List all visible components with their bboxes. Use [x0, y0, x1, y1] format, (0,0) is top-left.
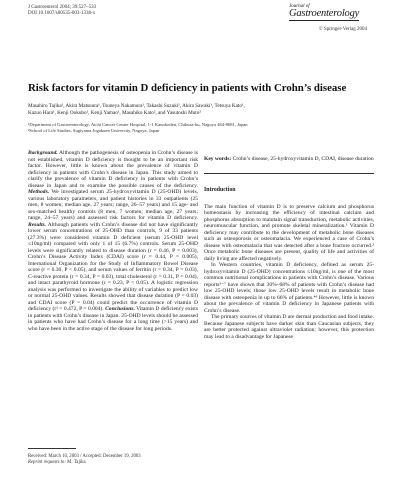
journal-citation [28, 5, 96, 17]
publisher-copyright: © Springer-Verlag 2004 [318, 27, 367, 32]
affiliation-1: ¹Department of Gastroenterology, Aichi Cancer Center Hospital, 1-1 Kanokoden, Chikusa-ku, Nagoya 464-8681, Japan [28, 122, 248, 127]
keywords-text: Crohn’s disease, 25-hydroxyvitamin D, CDAI, disease duration [231, 156, 374, 162]
section-divider [204, 173, 374, 174]
results-text: Although patients with Crohn’s disease did not have significantly lower serum concentrations of 25-OHD than controls, 9 of 33 patients (27.3%) were considered vitamin D deficient (serum 25-OHD level ≤10ng/ml) compared with only 1 of 15 (6.7%) controls. Serum 25-OHD levels were significantly related to disease duration (r = 0.46, P = 0.003), Crohn’s Disease Activity Index (CDAI) score (r = 0.44, P = 0.005), International Organization for the Study of Inflammatory Bowel Disease score (r = 0.30, P < 0.05), and serum values of ferritin (r = 0.34, P = 0.03), C-reactive protein (r = 0.34, P = 0.03), total cholesterol (r = 0.31, P = 0.04), and intact parathyroid hormone (r = 0.23, P < 0.05). A logistic regression analysis was performed to investigate the ability of variables to predict low or normal 25-OHD values. Results showed that disease duration (P = 0.03) and CDAI score (P = 0.04) could predict the occurrence of vitamin D deficiency (r² = 0.472, P = 0.004). [28, 221, 198, 313]
authors-line-1: Masahiro Tajika¹, Akira Matsuura¹, Tsuneya Nakamura¹, Takashi Suzuki¹, Akira Sawaki¹, Tetsuya Kato¹, [28, 103, 245, 109]
keywords [204, 156, 374, 163]
logo-rule [289, 20, 359, 21]
doi-line: DOI 10.1007/s00535-003-1338-x [28, 11, 96, 17]
methods-label: Methods. [28, 189, 50, 196]
background-label: Background. [28, 150, 58, 156]
logo-journal-of: Journal of [289, 4, 310, 9]
authors-line-2: Kazuo Hara¹, Kenji Ookubo¹, Kenji Yamao¹, Masahiko Kato², and Yasutoshi Muto² [28, 109, 201, 116]
abstract-body [28, 150, 198, 332]
received-dates: Received: March 10, 2003 / Accepted: December 19, 2003 [28, 454, 141, 459]
affiliation-2: ²School of Life Studies, Sugiyama Jogakuen University, Nagoya, Japan [28, 127, 160, 133]
reprint-label: Reprint requests to: [28, 460, 66, 465]
introduction-heading: Introduction [204, 187, 236, 194]
intro-paragraph-1: The main function of vitamin D is to preserve calcium and phosphorus homeostasis by increasing the efficiency of intestinal calcium and phosphorus absorption to maintain signal transduction, metabolic activities, neuromuscular function, and promote skeletal mineralization.¹ Vitamin D deficiency may contribute to the development of metabolic bone diseases such as osteoporosis or osteomalacia. We experienced a case of Crohn’s disease with osteomalacia that was detected after a bone fracture occurred.² Once metabolic bone diseases are present, quality of life and activities of daily living are affected negatively. [204, 203, 374, 262]
affiliations [28, 122, 374, 134]
journal-logo [289, 4, 367, 21]
received-footnote [28, 454, 198, 466]
abstract-column-left [28, 150, 198, 332]
conclusions-text: Vitamin D deficiency exists in patients with Crohn’s disease in Japan. 25-OHD levels should be assessed in patients who have had Crohn’s disease for a long time (>15 years) and who have been in the active stage of the disease for long periods. [28, 306, 198, 332]
intro-paragraph-3: The primary sources of vitamin D are dermal production and food intake. Because Japanese subjects have darker skin than Caucasian subjects, they are better protected against ultraviolet radiation; however, this protection may lead to a disadvantage for Japanese [204, 314, 374, 340]
background-text: Although the pathogenesis of osteopenia in Crohn’s disease is not established, vitamin D deficiency is thought to be an important risk factor. However, little is known about the prevalence of vitamin D deficiency in patients with Crohn’s disease in Japan. This study aimed to clarify the prevalence of vitamin D deficiency in patients with Crohn’s disease in Japan and to examine the possible causes of the deficiency. [28, 150, 198, 189]
reprint-requests [28, 460, 198, 466]
right-column [204, 150, 374, 340]
results-label: Results. [28, 221, 47, 228]
conclusions-label: Conclusions. [105, 306, 135, 313]
author-list [28, 103, 374, 116]
logo-gastroenterology: Gastroenterology [289, 8, 360, 19]
intro-paragraph-2: In Western countries, vitamin D deficiency, defined as serum 25-hydroxyvitamin D (25-OHD) concentrations ≤10ng/ml, is one of the most common nutritional complications in patients with Crohn’s disease. Various reports³⁻⁷ have shown that 30%–68% of patients with Crohn’s disease had low 25-OHD levels; those low 25-OHD levels result in metabolic bone disease with osteopenia in up to 66% of patients.⁴⁶ However, little is known about the prevalence of vitamin D deficiency in Japanese patients with Crohn’s disease. [204, 262, 374, 314]
article-title: Risk factors for vitamin D deficiency in patients with Crohn’s disease [28, 82, 347, 94]
footnote-rule [28, 448, 76, 449]
journal-line: J Gastroenterol 2004; 39:527–533 [28, 5, 97, 10]
methods-text: We investigated serum 25-hydroxyvitamin D (25-OHD) levels, various laboratory parameters, and patient histories in 33 outpatients (25 men, 8 women; median age, 27 years; range, 26–57 years) and 15 age- and sex-matched healthy controls (8 men, 7 women; median age, 27 years; range, 24–57 years) and assessed risk factors for vitamin D deficiency. [28, 189, 198, 222]
keywords-label: Key words: [204, 156, 232, 162]
reprint-name: M. Tajika [65, 460, 86, 465]
